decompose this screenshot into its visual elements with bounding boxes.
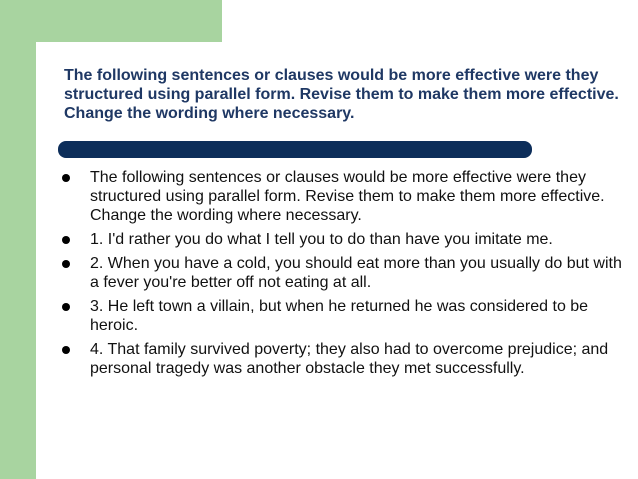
bullet-text: 4. That family survived poverty; they also had to overcome prejudice; and personal tragedy was another obstacle they met successfully.	[90, 341, 609, 377]
bullet-list	[62, 168, 622, 383]
bullet-item	[62, 254, 622, 292]
bullet-text: 2. When you have a cold, you should eat more than you usually do but with a fever you're better off not eating at all.	[90, 255, 622, 291]
bullet-icon	[62, 346, 70, 354]
bullet-text: The following sentences or clauses would be more effective were they structured using parallel form. Revise them to make them more effective. Change the wording where necessary.	[90, 169, 605, 224]
bullet-icon	[62, 174, 70, 182]
slide-title: The following sentences or clauses would be more effective were they structured using parallel form. Revise them to make them more effective. Change the wording where necessary.	[64, 67, 619, 122]
bullet-icon	[62, 303, 70, 311]
bullet-icon	[62, 236, 70, 244]
bullet-text: 1. I'd rather you do what I tell you to do than have you imitate me.	[90, 231, 553, 248]
title-divider-bar	[58, 141, 532, 158]
bullet-item	[62, 168, 622, 225]
bullet-text: 3. He left town a villain, but when he returned he was considered to be heroic.	[90, 298, 589, 334]
bullet-item	[62, 340, 622, 378]
bullet-icon	[62, 260, 70, 268]
bullet-item	[62, 230, 622, 249]
bullet-item	[62, 297, 622, 335]
